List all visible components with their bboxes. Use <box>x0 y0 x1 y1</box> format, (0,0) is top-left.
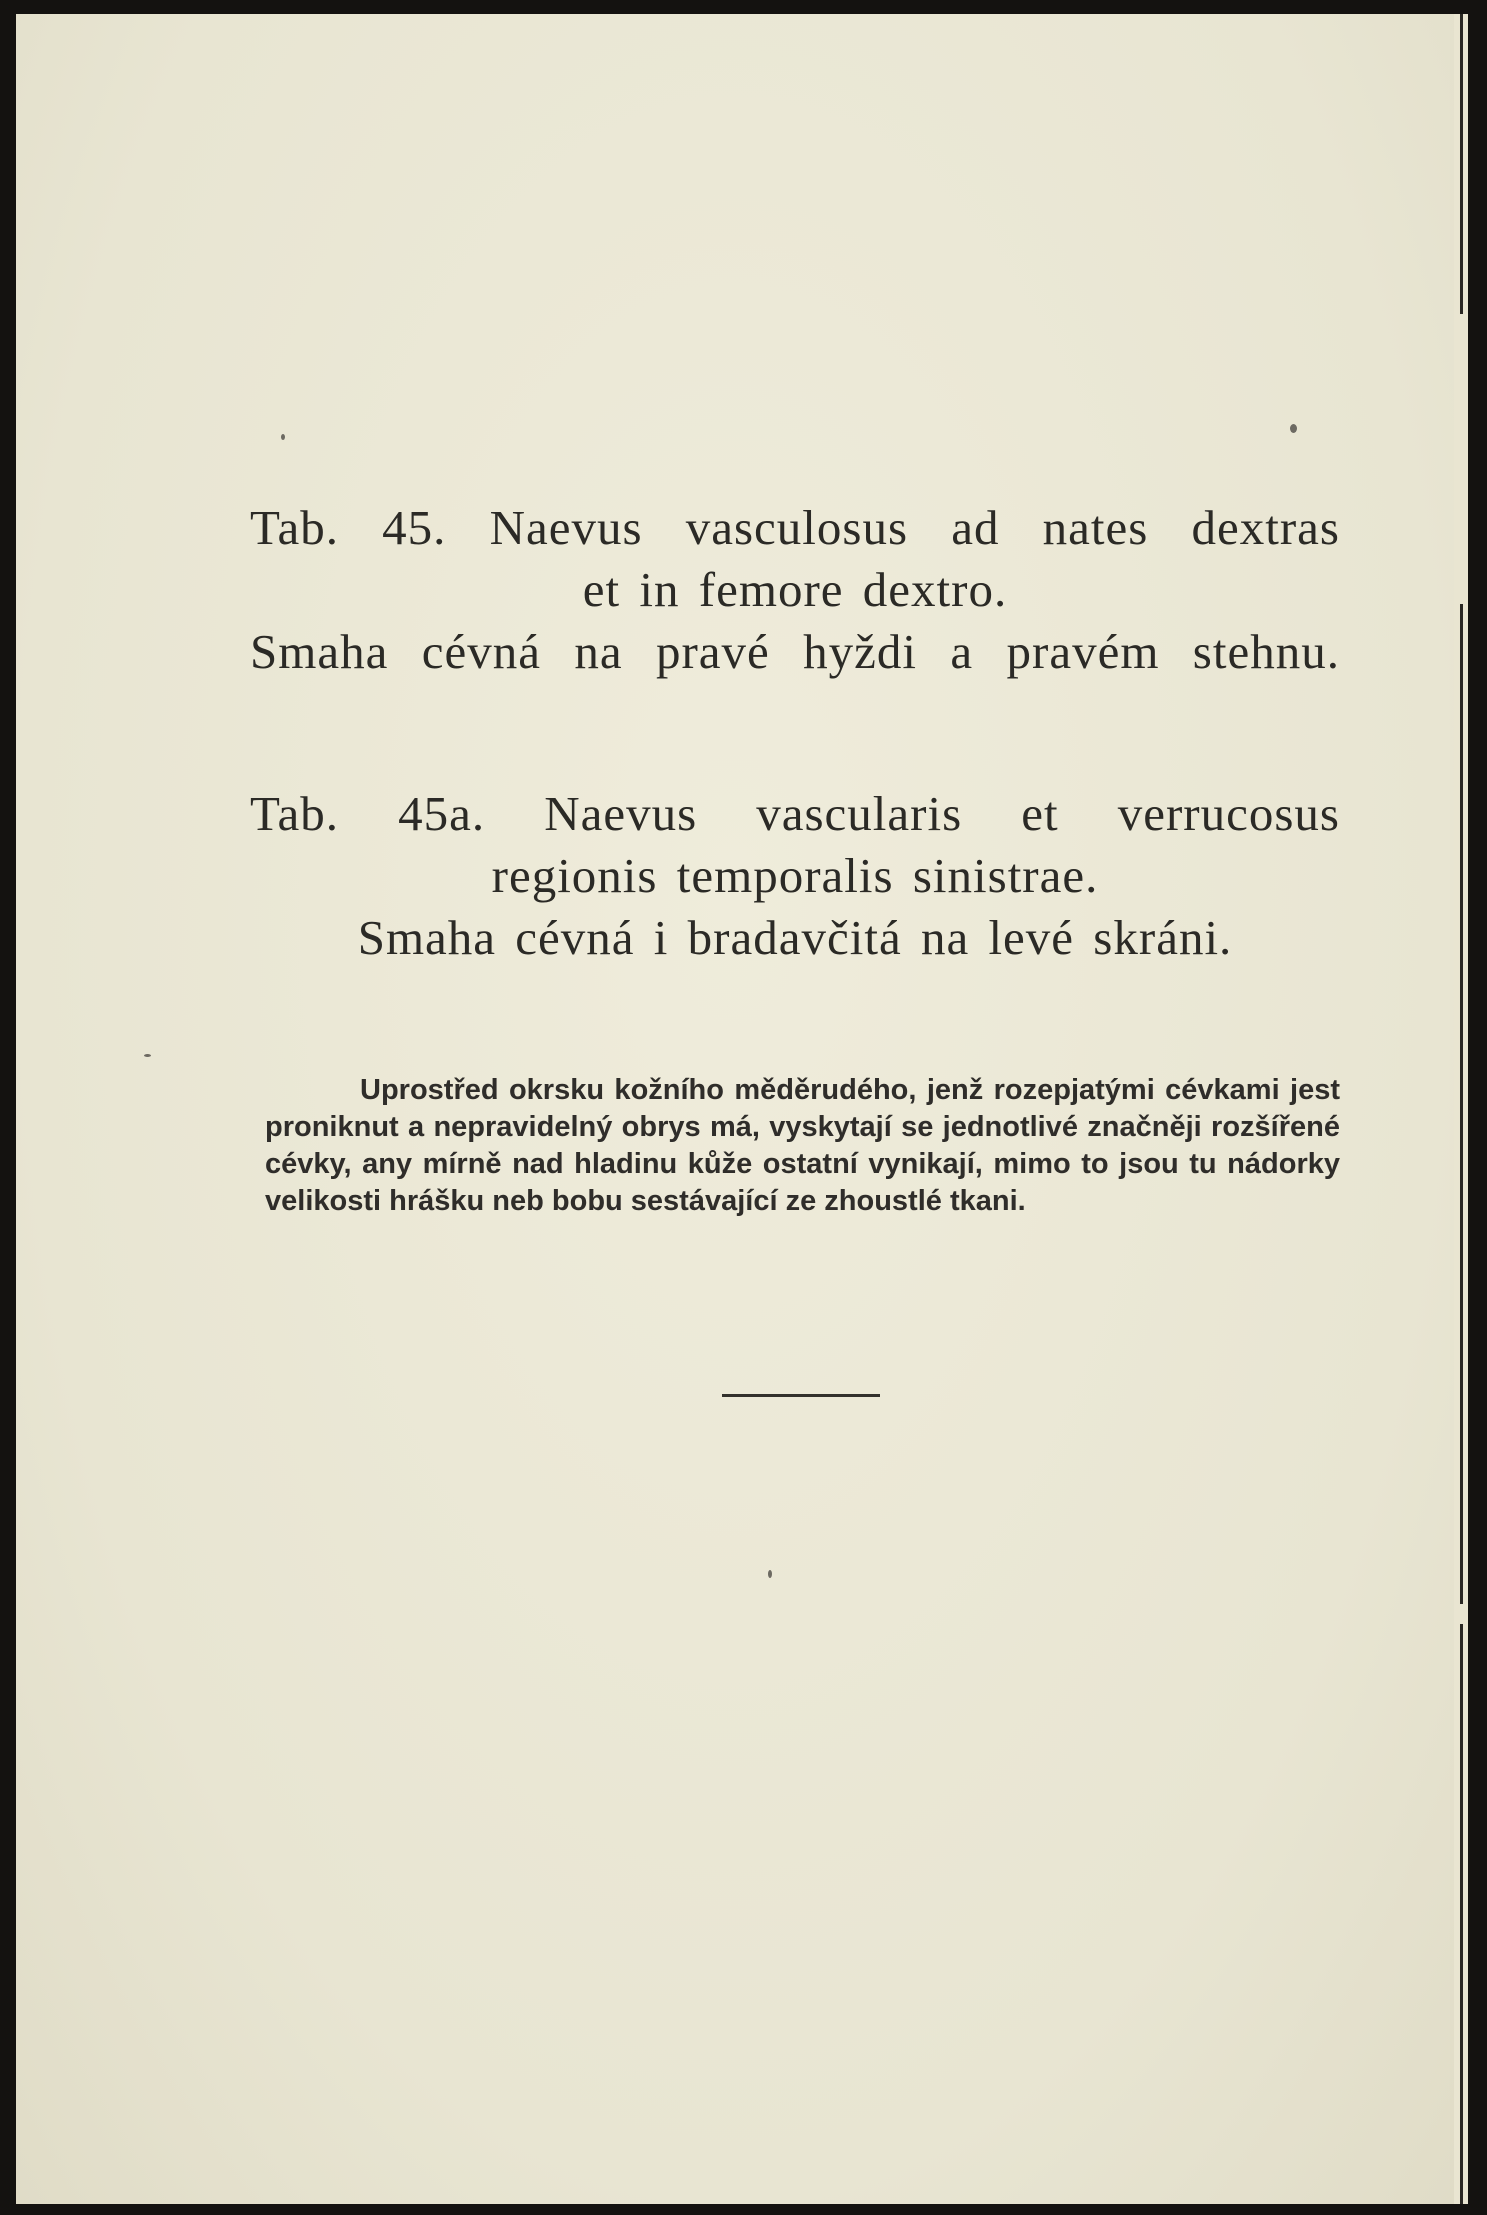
plate-45-title-latin: Tab. 45. Naevus vasculosus ad nates dextras <box>250 500 1340 555</box>
description-paragraph: Uprostřed okrsku kožního měděrudého, jenž rozepjatými cévkami jest proniknut a nepravidelný obrys má, vyskytají se jednotlivé značněji rozšířené cévky, any mírně nad hladinu kůže ostatní vynikají, mimo to jsou tu nádorky velikosti hrášku neb bobu sestávající ze zhoustlé tkani. <box>265 1074 1340 1217</box>
plate-45a-description <box>265 1072 1340 1220</box>
plate-45a-caption <box>250 783 1340 969</box>
plate-45-title-latin-cont: et in femore dextro. <box>582 562 1008 617</box>
dust-speck <box>768 1570 772 1578</box>
page-binding-edge <box>1454 14 1468 2204</box>
plate-45a-title-latin-cont: regionis temporalis sinistrae. <box>491 848 1099 903</box>
plate-45-title-czech: Smaha cévná na pravé hyždi a pravém stehnu. <box>250 624 1340 679</box>
section-divider-rule <box>722 1394 880 1397</box>
plate-45-caption <box>250 497 1340 683</box>
plate-45a-title-czech: Smaha cévná i bradavčitá na levé skráni. <box>357 910 1233 965</box>
plate-45a-title-latin: Tab. 45a. Naevus vascularis et verrucosus <box>250 786 1340 841</box>
dust-speck <box>1290 424 1297 433</box>
dust-speck <box>281 434 285 440</box>
dust-speck <box>144 1054 151 1057</box>
